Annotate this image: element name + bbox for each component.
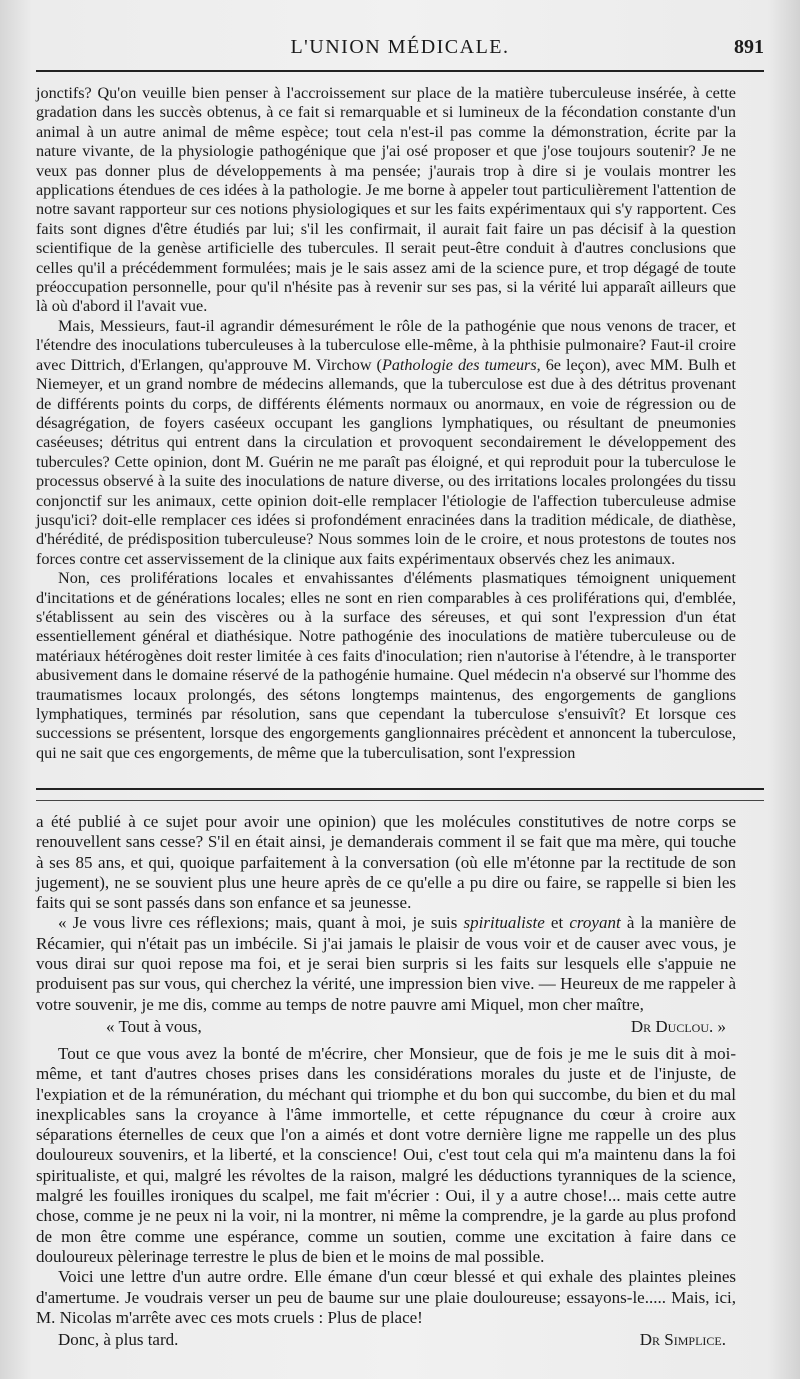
signature-1-name: Dr Duclou. » <box>630 1016 726 1036</box>
running-head: L'UNION MÉDICALE. <box>290 36 510 58</box>
lower-paragraph-4: Voici une lettre d'un autre ordre. Elle émane d'un cœur blessé et qui exhale des plaintes pleines d'amertume. Je voudrais verser un peu de baume sur une plaie douloureuse; essayons-le..... Mais, ici, M. Nicolas m'arrête avec ces mots cruels : Plus de place! <box>36 1267 736 1327</box>
upper-text-block <box>36 84 736 763</box>
lower-paragraph-1: a été publié à ce sujet pour avoir une opinion) que les molécules constitutives de notre corps se renouvellent sans cesse? S'il en était ainsi, je demanderais comment il se fait que ma mère, qui touche à ses 85 ans, et qui, quoique parfaitement à la conversation (où elle m'étonne par la rectitude de son jugement), ne se souvient plus une heure après de ce qu'elle a pu dire ou faire, se rappelle si bien les faits qui se sont passés dans son enfance et sa jeunesse. <box>36 812 736 913</box>
lower-paragraph-2 <box>36 913 736 1014</box>
lower-text-block <box>36 812 736 1357</box>
lower-paragraph-3: Tout ce que vous avez la bonté de m'écrire, cher Monsieur, que de fois je me le suis dit à moi-même, et tant d'autres choses prises dans les considérations morales du juste et de l'injuste, de l'expiation et de la rémunération, du méchant qui triomphe et du bon qui succombe, du bien et du mal inexplicables sans la croyance à l'âme immortelle, et cette répugnance du cœur à croire aux séparations éternelles de ceux que l'on a aimés et dont votre dernière ligne me rappelle un des plus douloureux souvenirs, et la liberté, et la conscience! Oui, c'est tout cela qui m'a maintenu dans la foi spiritualiste, et qui, malgré les révoltes de la raison, malgré les déductions tyranniques de la science, malgré les fouilles ironiques du scalpel, me fait m'écrier : Oui, il y a autre chose!... mais cette autre chose, comme je ne peux ni la voir, ni la montrer, ni même la comprendre, je la garde au plus profond de mon être comme une espérance, comme un soutien, comme une excitation à faire dans ce douloureux pèlerinage terrestre le plus de bien et le moins de mal possible. <box>36 1043 736 1266</box>
upper-p2-italic: Pathologie des tumeurs <box>381 355 537 374</box>
lower-p2-italic-2: croyant <box>569 913 621 933</box>
lower-p2-text-a: « Je vous livre ces réflexions; mais, quant à moi, je suis <box>58 913 464 933</box>
upper-paragraph-3: Non, ces proliférations locales et envahissantes d'éléments plasmatiques témoignent uniquement d'incitations et de générations locales; elles ne sont en rien comparables à ces proliférations qui, d'emblée, s'établissent au sein des viscères ou à la surface des séreuses, et qui sont l'expression d'un état essentiellement général et diathésique. Notre pathogénie des inoculations de matière tuberculeuse ou de matériaux hétérogènes doit rester limitée à ces faits d'inoculation; rien n'autorise à l'étendre, à le transporter abusivement dans le domaine réservé de la pathogénie humaine. Quel médecin n'a observé sur l'homme des traumatismes locaux prolongés, des sétons longtemps maintenus, des engorgements de ganglions lymphatiques, terminés par résolution, sans que cependant la tuberculose s'ensuivît? Et lorsque ces successions se présentent, lorsque des engorgements ganglionnaires précèdent et annoncent la tuberculose, qui ne sait que ces engorgements, de même que la tuberculisation, sont l'expression <box>36 569 736 762</box>
lower-p2-italic-1: spiritualiste <box>463 913 545 933</box>
section-divider <box>36 788 764 801</box>
signature-1-closing: « Tout à vous, <box>106 1016 202 1036</box>
page-number: 891 <box>734 36 764 58</box>
upper-paragraph-2 <box>36 317 736 569</box>
signature-line-1 <box>36 1017 736 1038</box>
page-header <box>36 36 764 66</box>
lower-p2-text-c: à la manière de Récamier, qui n'était pas un imbécile. Si j'ai jamais le plaisir de vous voir et de causer avec vous, je vous dirai sur quoi repose ma foi, et je serai bien surpris si les faits sur lesquels elle s'appuie ne produisent pas sur vous, qui cherchez la vérité, une impression bien vive. — Heureux de me rappeler à votre souvenir, je me dis, comme au temps de notre pauvre ami Miquel, mon cher maître, <box>36 913 736 1014</box>
lower-p2-text-b: et <box>544 913 570 933</box>
signature-2-closing: Donc, à plus tard. <box>58 1330 179 1350</box>
upper-paragraph-1: jonctifs? Qu'on veuille bien penser à l'accroissement sur place de la matière tuberculeuse insérée, à cette gradation dans les succès obtenus, à ce fait si remarquable et si lumineux de la fécondation constante d'un animal à un autre animal de même espèce; tout cela n'est-il pas comme la démonstration, écrite par la nature vivante, de la physiologie pathogénique que j'ai osé proposer et que j'ose toujours soutenir? Je ne veux pas donner plus de développements à ma pensée; j'aurais trop à dire si je voulais montrer les applications étendues de ces idées à la pathologie. Je me borne à appeler tout particulièrement l'attention de notre savant rapporteur sur ces notions physiologiques et sur les faits expérimentaux qui s'y rapportent. Ces faits sont dignes d'être étudiés par lui; s'il les confirmait, il aurait fait faire un pas décisif à la question scientifique de la genèse artificielle des tubercules. Il serait peut-être conduit à d'autres conclusions que celles qu'il a précédemment formulées; mais je le sais assez ami de la science pure, et trop dégagé de toute préoccupation personnelle, pour qu'il n'hésite pas à revenir sur ses pas, si la vérité lui apparaît ailleurs que là où d'abord il l'avait vue. <box>36 84 736 316</box>
upper-p2-text-a: Mais, Messieurs, faut-il agrandir démesurément le rôle de la pathogénie que nous venons de tracer, et l'étendre des inoculations tuberculeuses à la tuberculose elle-même, à la phthisie pulmonaire? Faut-il croire avec Dittrich, d'Erlangen, qu'approuve M. Virchow ( <box>36 316 736 374</box>
upper-p2-text-b: , 6e leçon), avec MM. Bulh et Niemeyer, et un grand nombre de médecins allemands, que la tuberculose est due à des détritus provenant de différents points du corps, de différents éléments normaux ou anormaux, en voie de régression ou de désagrégation, de foyers caséeux occupant les ganglions lymphatiques, ou résultant de pneumonies caséeuses; détritus qui entrent dans la circulation et provoquent secondairement le développement des tubercules? Cette opinion, dont M. Guérin ne me paraît pas éloigné, et qui reproduit pour la tuberculose le processus observé à la suite des inoculations de nature diverse, ou des irritations locales prolongées du tissu conjonctif sur les animaux, cette opinion doit-elle remplacer l'étiologie de l'affection tuberculeuse admise jusqu'ici? doit-elle remplacer ces idées si profondément enracinées dans la tradition médicale, de diathèse, d'hérédité, de prédisposition tuberculeuse? Nous sommes loin de le croire, et nous protestons de toutes nos forces contre cet asservissement de la clinique aux faits expérimentaux observés chez les animaux. <box>36 355 736 568</box>
signature-line-2 <box>36 1330 736 1351</box>
header-rule <box>36 70 764 72</box>
signature-2-name: Dr Simplice. <box>639 1330 726 1350</box>
